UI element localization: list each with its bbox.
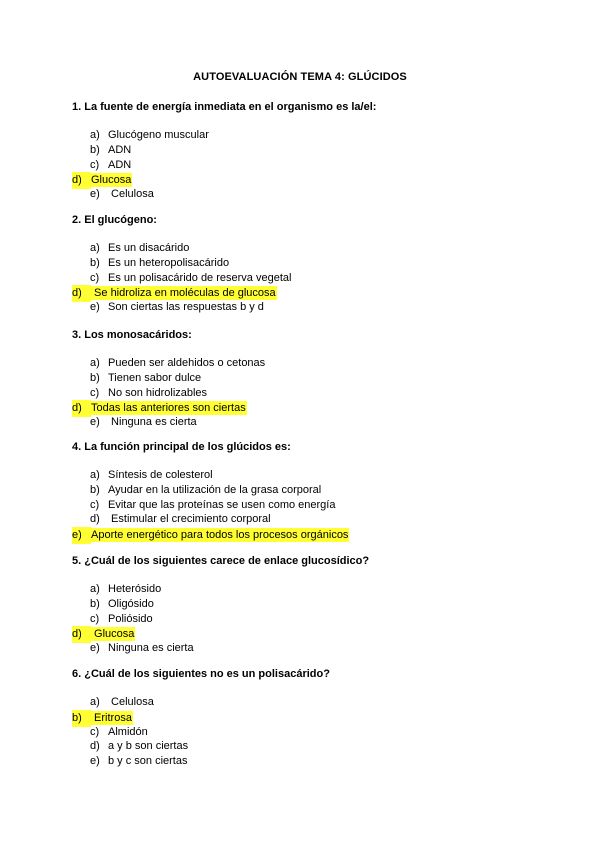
option-list bbox=[72, 128, 376, 202]
option-text: a y b son ciertas bbox=[108, 740, 189, 753]
option-a bbox=[72, 468, 349, 483]
question-text: 3. Los monosacáridos: bbox=[72, 329, 192, 341]
option-text: Glucosa bbox=[91, 628, 135, 641]
option-letter: a) bbox=[90, 583, 100, 595]
option-e bbox=[72, 300, 292, 315]
option-letter: a) bbox=[90, 469, 100, 481]
option-a bbox=[72, 582, 369, 597]
option-d-highlighted bbox=[72, 626, 369, 641]
option-letter: c) bbox=[90, 725, 100, 738]
option-text: Se hidroliza en moléculas de glucosa bbox=[91, 287, 276, 300]
option-text: Poliósido bbox=[108, 612, 153, 625]
option-letter: b) bbox=[90, 483, 100, 496]
option-text: ADN bbox=[108, 158, 132, 171]
question-text: 1. La fuente de energía inmediata en el organismo es la/el: bbox=[72, 101, 377, 113]
option-e-highlighted bbox=[72, 527, 349, 542]
option-text: Oligósido bbox=[108, 597, 154, 610]
option-letter: e) bbox=[90, 416, 100, 428]
option-letter: e) bbox=[72, 527, 91, 544]
option-c bbox=[72, 158, 376, 173]
option-letter: b) bbox=[90, 256, 100, 269]
option-text: Ayudar en la utilización de la grasa corporal bbox=[108, 483, 322, 496]
option-text: Es un heteropolisacárido bbox=[108, 256, 230, 269]
option-letter: e) bbox=[90, 301, 100, 313]
option-list bbox=[72, 241, 292, 315]
option-a bbox=[72, 128, 376, 143]
option-text: Tienen sabor dulce bbox=[108, 371, 202, 384]
option-c bbox=[72, 271, 292, 286]
option-letter: e) bbox=[90, 642, 100, 654]
option-text: Son ciertas las respuestas b y d bbox=[108, 301, 264, 313]
option-letter: c) bbox=[90, 386, 100, 399]
option-text: Eritrosa bbox=[91, 711, 132, 724]
option-letter: c) bbox=[90, 498, 100, 511]
option-a bbox=[72, 241, 292, 256]
question-3 bbox=[72, 328, 266, 430]
question-1 bbox=[72, 100, 376, 202]
option-text: Es un polisacárido de reserva vegetal bbox=[108, 271, 292, 284]
option-letter: d) bbox=[72, 400, 91, 417]
option-c bbox=[72, 725, 330, 740]
option-d bbox=[72, 512, 349, 527]
option-letter: c) bbox=[90, 271, 100, 284]
option-letter: b) bbox=[90, 597, 100, 610]
option-c bbox=[72, 386, 266, 401]
option-b bbox=[72, 256, 292, 271]
option-text: Evitar que las proteínas se usen como energía bbox=[108, 498, 336, 511]
option-b-highlighted bbox=[72, 710, 330, 725]
option-d-highlighted bbox=[72, 400, 266, 415]
option-c bbox=[72, 612, 369, 627]
option-letter: b) bbox=[90, 143, 100, 156]
option-text: b y c son ciertas bbox=[108, 755, 188, 767]
document-title: AUTOEVALUACIÓN TEMA 4: GLÚCIDOS bbox=[193, 71, 407, 83]
option-a bbox=[72, 695, 330, 710]
option-text: Aporte energético para todos los procesos orgánicos bbox=[91, 529, 349, 541]
option-letter: b) bbox=[72, 710, 91, 727]
option-letter: a) bbox=[90, 242, 100, 254]
option-list bbox=[72, 695, 330, 769]
option-letter: e) bbox=[90, 188, 100, 200]
option-letter: a) bbox=[90, 357, 100, 369]
option-text: Todas las anteriores son ciertas bbox=[91, 402, 246, 415]
question-text: 6. ¿Cuál de los siguientes no es un polisacárido? bbox=[72, 668, 330, 680]
option-text: Síntesis de colesterol bbox=[108, 469, 213, 481]
option-d-highlighted bbox=[72, 172, 376, 187]
option-e bbox=[72, 415, 266, 430]
option-c bbox=[72, 498, 349, 513]
option-list bbox=[72, 582, 369, 656]
option-letter: c) bbox=[90, 612, 100, 625]
option-text: Ninguna es cierta bbox=[108, 416, 197, 428]
option-b bbox=[72, 371, 266, 386]
option-text: Celulosa bbox=[108, 696, 154, 708]
option-list bbox=[72, 356, 266, 430]
option-text: Heterósido bbox=[108, 583, 162, 595]
option-text: Almidón bbox=[108, 725, 148, 738]
option-text: No son hidrolizables bbox=[108, 386, 208, 399]
option-text: Pueden ser aldehidos o cetonas bbox=[108, 357, 266, 369]
question-6 bbox=[72, 667, 330, 769]
option-letter: e) bbox=[90, 755, 100, 767]
option-letter: d) bbox=[72, 285, 91, 302]
question-text: 4. La función principal de los glúcidos es: bbox=[72, 441, 291, 453]
option-a bbox=[72, 356, 266, 371]
option-text: Ninguna es cierta bbox=[108, 642, 194, 654]
option-letter: a) bbox=[90, 129, 100, 141]
option-text: Estimular el crecimiento corporal bbox=[108, 513, 271, 526]
option-text: Glucógeno muscular bbox=[108, 129, 209, 141]
option-letter: d) bbox=[90, 513, 100, 526]
option-b bbox=[72, 483, 349, 498]
option-e bbox=[72, 187, 376, 202]
option-text: Es un disacárido bbox=[108, 242, 190, 254]
question-text: 5. ¿Cuál de los siguientes carece de enlace glucosídico? bbox=[72, 555, 370, 567]
option-text: Celulosa bbox=[108, 188, 154, 200]
option-e bbox=[72, 641, 369, 656]
question-4 bbox=[72, 440, 349, 542]
option-d-highlighted bbox=[72, 285, 292, 300]
option-text: Glucosa bbox=[91, 174, 132, 187]
question-5 bbox=[72, 554, 369, 656]
option-text: ADN bbox=[108, 143, 132, 156]
option-list bbox=[72, 468, 349, 542]
question-2 bbox=[72, 213, 292, 315]
option-letter: d) bbox=[90, 740, 100, 753]
option-letter: c) bbox=[90, 158, 100, 171]
question-text: 2. El glucógeno: bbox=[72, 214, 157, 226]
option-d bbox=[72, 739, 330, 754]
option-letter: d) bbox=[72, 172, 91, 189]
option-e bbox=[72, 754, 330, 769]
option-letter: d) bbox=[72, 626, 91, 643]
option-b bbox=[72, 143, 376, 158]
option-letter: b) bbox=[90, 371, 100, 384]
option-letter: a) bbox=[90, 696, 100, 708]
option-b bbox=[72, 597, 369, 612]
